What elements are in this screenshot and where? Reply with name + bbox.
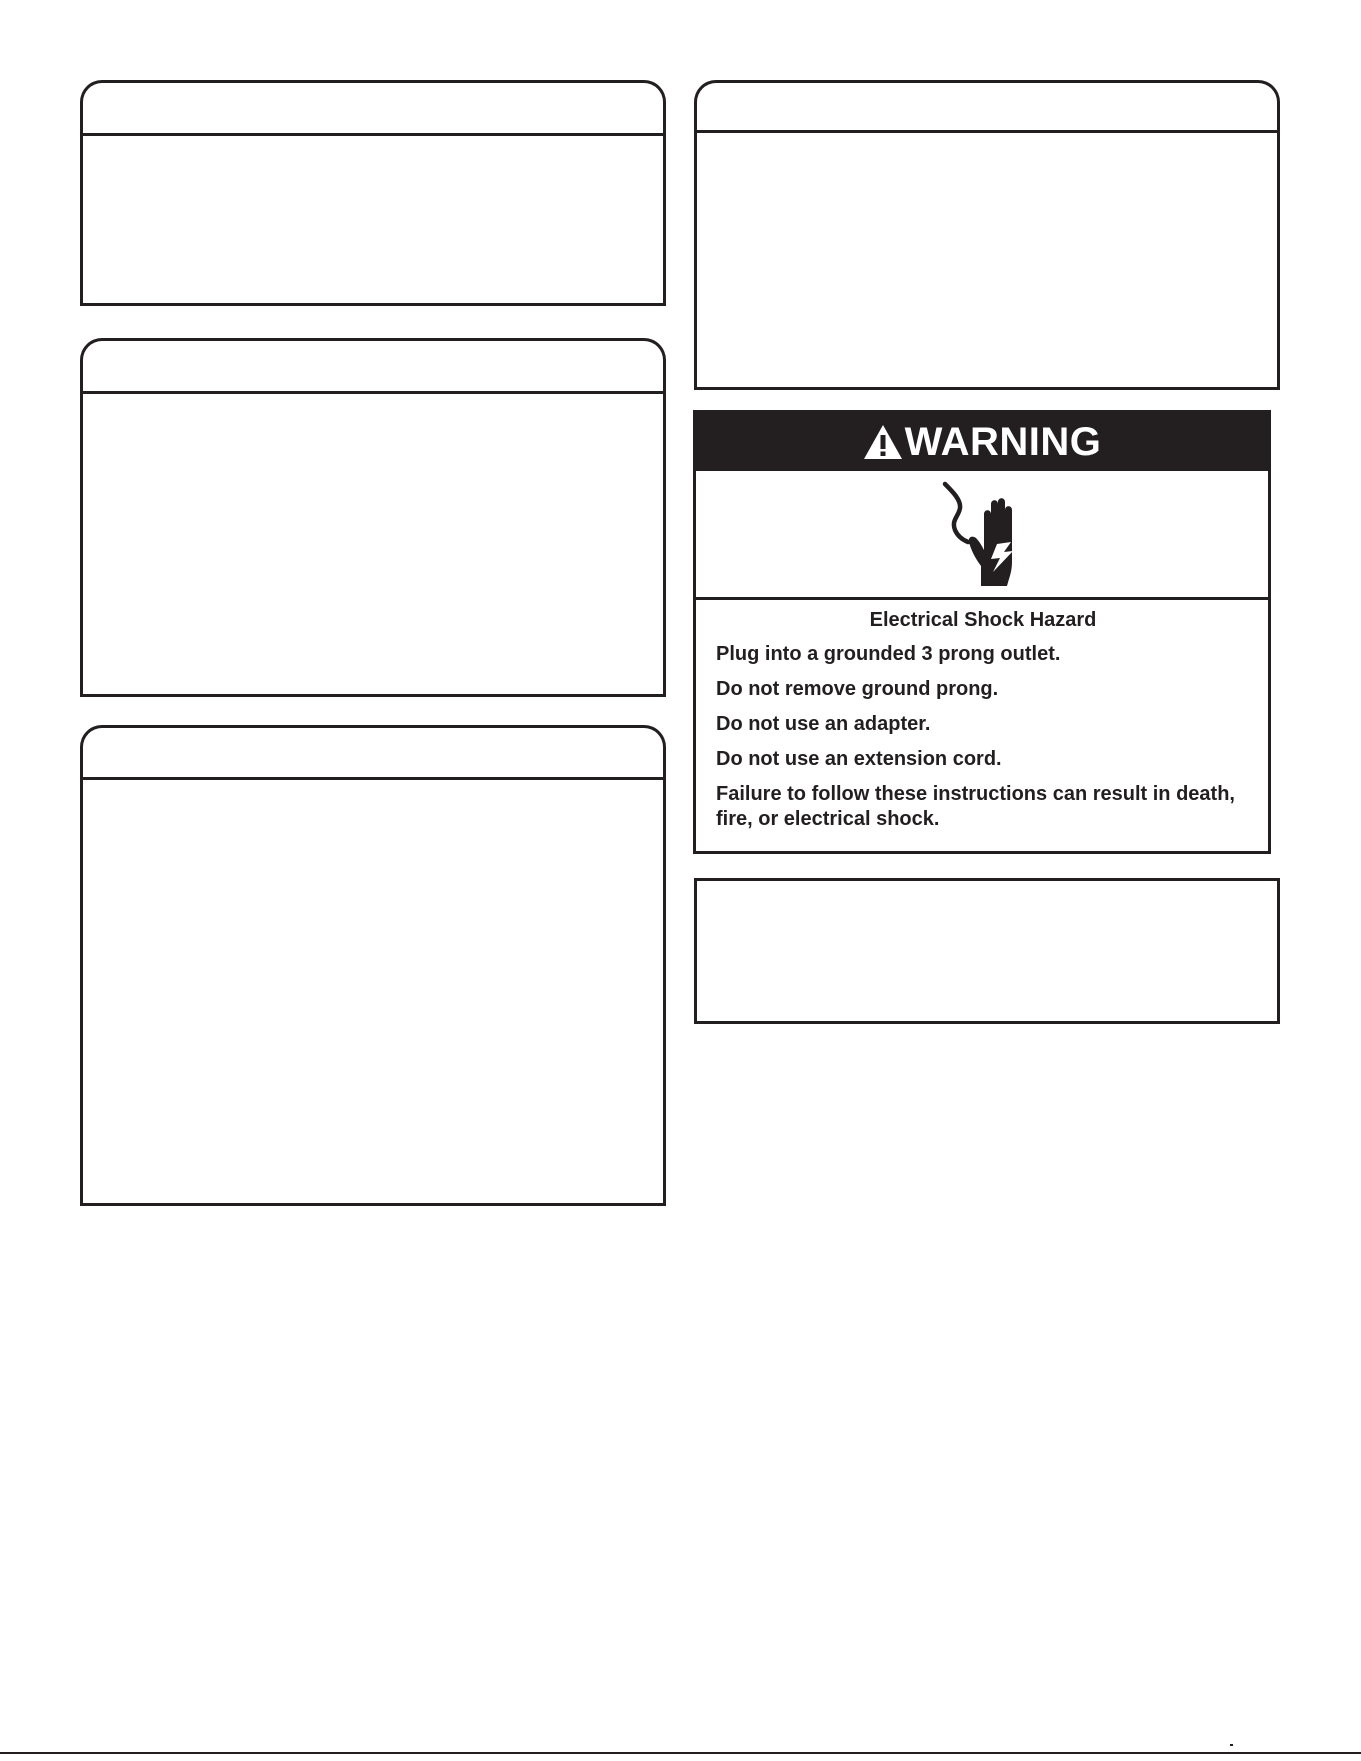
left-section-box-2 [80,338,666,697]
warning-consequence: Failure to follow these instructions can result in death, fire, or electrical shock. [716,783,1235,830]
section-tab [80,725,666,780]
warning-instruction: Do not use an extension cord. [716,748,1002,770]
section-body [80,133,666,306]
warning-instruction: Do not remove ground prong. [716,678,999,700]
warning-signal-word: WARNING [904,419,1102,464]
section-body [80,777,666,1206]
right-plain-box [694,878,1280,1024]
warning-header [696,413,1268,471]
footer-mark [1230,1744,1233,1746]
section-body [694,130,1280,390]
hazard-title: Electrical Shock Hazard [869,609,1097,631]
left-section-box-3 [80,725,666,1206]
section-tab [80,80,666,136]
right-section-box-1 [694,80,1280,390]
warning-text-area [696,600,1268,851]
warning-instruction: Plug into a grounded 3 prong outlet. [716,643,1061,665]
alert-triangle-icon [863,424,903,460]
section-tab [80,338,666,394]
footer-rule [0,1752,1361,1754]
left-section-box-1 [80,80,666,306]
warning-instruction: Do not use an adapter. [716,713,931,735]
electrical-shock-warning-label [693,410,1271,854]
section-body [80,391,666,697]
section-tab [694,80,1280,133]
warning-pictogram-area [696,471,1268,600]
electrical-shock-hand-icon [927,478,1037,590]
